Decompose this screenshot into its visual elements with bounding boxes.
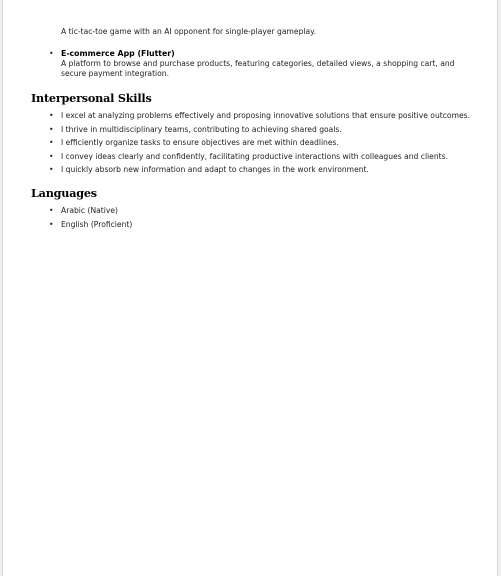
language-text: Arabic (Native)	[61, 206, 119, 215]
list-item	[49, 123, 491, 137]
list-item	[49, 150, 491, 164]
document-page	[2, 0, 498, 576]
languages-heading: Languages	[31, 186, 97, 200]
bullet-icon: •	[49, 111, 54, 120]
project-continuation-text: A tic-tac-toe game with an AI opponent for single-player gameplay.	[61, 27, 317, 36]
list-item	[49, 163, 491, 177]
bullet-icon: •	[49, 219, 54, 229]
languages-list	[49, 204, 491, 231]
list-item	[49, 109, 491, 123]
language-text: English (Proficient)	[61, 219, 133, 229]
project-description: A platform to browse and purchase products, featuring categories, detailed views, a shopping cart, and secure payment integration.	[61, 59, 455, 78]
skill-text: I convey ideas clearly and confidently, facilitating productive interactions with colleagues and clients.	[61, 151, 448, 161]
bullet-icon: •	[49, 165, 54, 175]
bullet-icon: •	[49, 151, 54, 161]
bullet-icon: •	[49, 124, 54, 134]
bullet-icon: •	[49, 49, 54, 58]
list-item	[49, 218, 491, 232]
projects-list	[49, 49, 473, 79]
list-item	[49, 49, 473, 79]
skill-text: I thrive in multidisciplinary teams, contributing to achieving shared goals.	[61, 124, 342, 134]
skill-text: I excel at analyzing problems effectively and proposing innovative solutions that ensure positive outcomes.	[61, 111, 471, 120]
project-title: E-commerce App (Flutter)	[61, 49, 175, 58]
list-item	[49, 136, 491, 150]
bullet-icon: •	[49, 138, 54, 148]
skill-text: I efficiently organize tasks to ensure objectives are met within deadlines.	[61, 138, 339, 148]
skill-text: I quickly absorb new information and adapt to changes in the work environment.	[61, 165, 369, 175]
interpersonal-skills-heading: Interpersonal Skills	[31, 91, 152, 105]
interpersonal-skills-list	[49, 109, 491, 177]
bullet-icon: •	[49, 206, 54, 215]
list-item	[49, 204, 491, 218]
